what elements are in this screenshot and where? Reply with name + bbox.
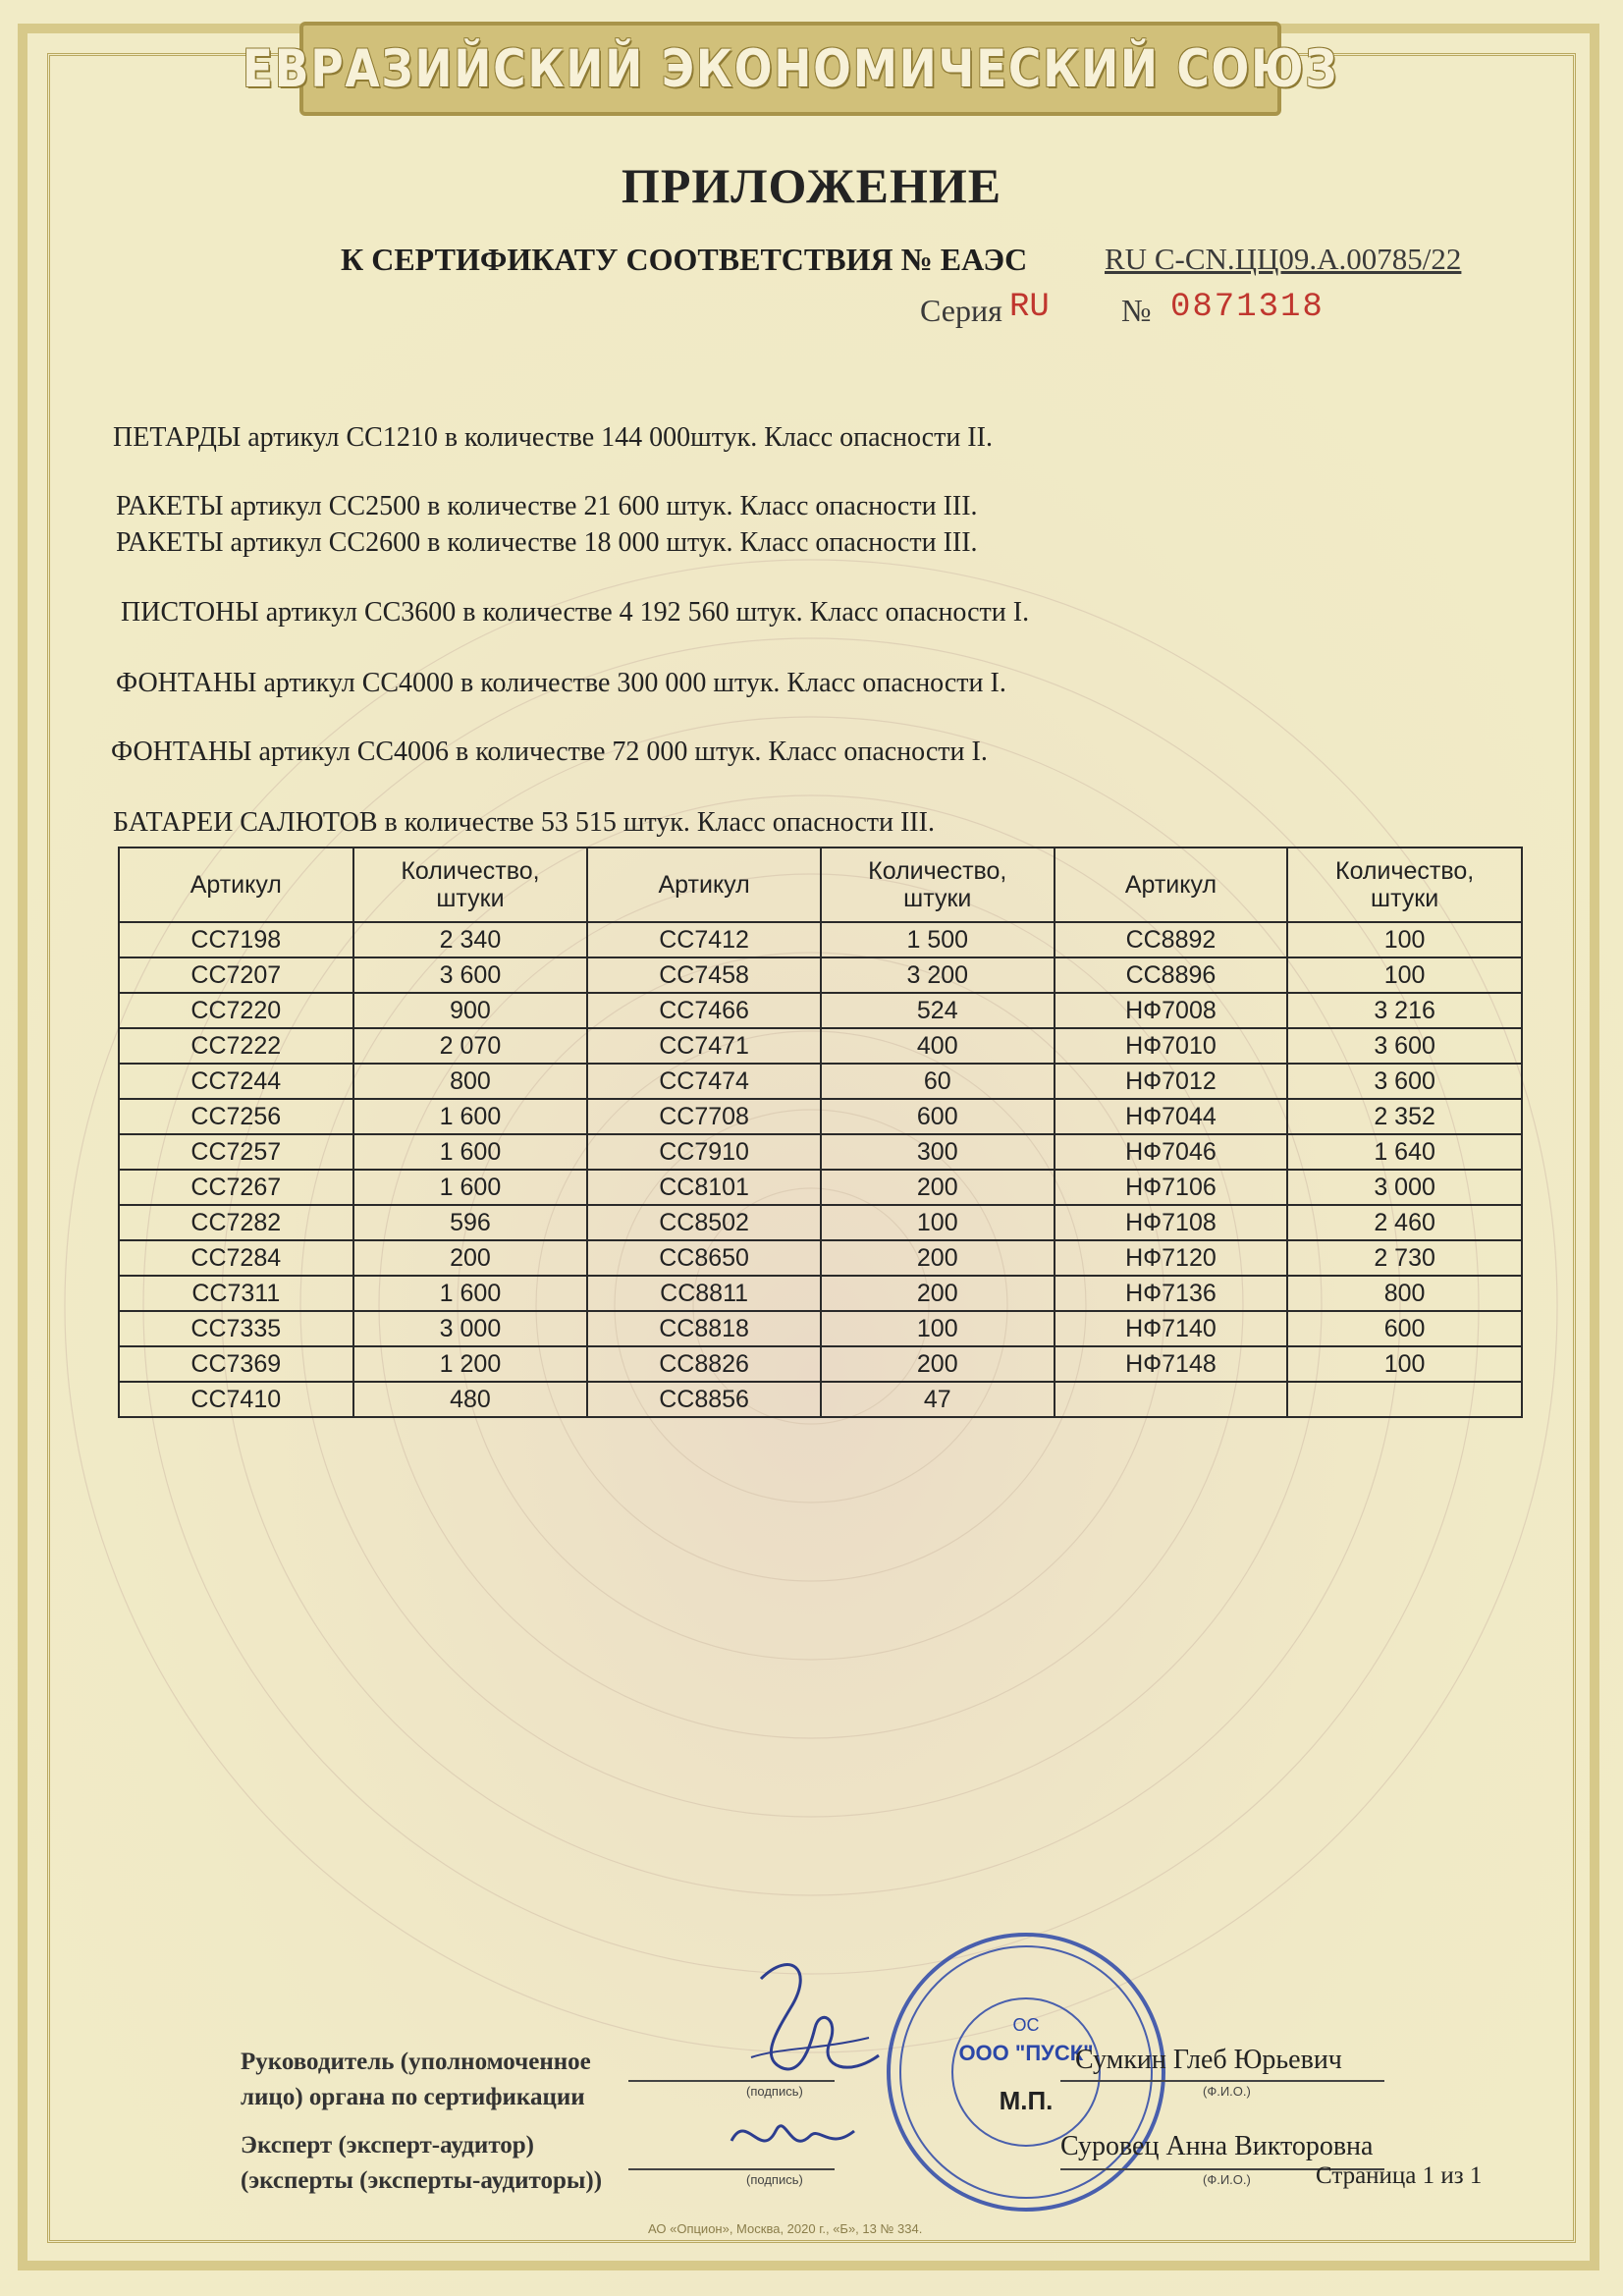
- quantity-cell: 800: [1287, 1276, 1522, 1311]
- quantity-cell: 1 600: [353, 1276, 588, 1311]
- article-cell: СС7412: [587, 922, 821, 957]
- article-cell: НФ7106: [1055, 1170, 1288, 1205]
- quantity-cell: 3 000: [1287, 1170, 1522, 1205]
- table-row: [119, 1028, 1522, 1064]
- quantity-cell: 1 600: [353, 1099, 588, 1134]
- expert-name: Суровец Анна Викторовна: [1060, 2131, 1374, 2161]
- podpis-caption-head: (подпись): [746, 2084, 803, 2099]
- article-cell: СС7369: [119, 1346, 353, 1382]
- header-article: Артикул: [119, 847, 353, 922]
- header-quantity: Количество, штуки: [821, 847, 1055, 922]
- article-cell: СС7220: [119, 993, 353, 1028]
- quantity-cell: 100: [1287, 1346, 1522, 1382]
- banner-text: ЕВРАЗИЙСКИЙ ЭКОНОМИЧЕСКИЙ СОЮЗ: [242, 38, 1339, 99]
- quantity-cell: 900: [353, 993, 588, 1028]
- article-cell: СС7335: [119, 1311, 353, 1346]
- quantity-cell: 200: [821, 1346, 1055, 1382]
- article-cell: СС7466: [587, 993, 821, 1028]
- product-line-batarei: БАТАРЕИ САЛЮТОВ в количестве 53 515 штук. Класс опасности III.: [113, 807, 935, 838]
- table-row: [119, 993, 1522, 1028]
- article-cell: СС7708: [587, 1099, 821, 1134]
- quantity-cell: 2 460: [1287, 1205, 1522, 1240]
- quantity-cell: 2 070: [353, 1028, 588, 1064]
- quantity-cell: [1287, 1382, 1522, 1417]
- quantity-cell: 200: [821, 1170, 1055, 1205]
- quantity-cell: 3 216: [1287, 993, 1522, 1028]
- head-name: Сумкин Глеб Юрьевич: [1075, 2045, 1342, 2075]
- article-cell: СС8856: [587, 1382, 821, 1417]
- quantity-cell: 300: [821, 1134, 1055, 1170]
- series-value: RU: [1009, 289, 1050, 326]
- header-quantity: Количество, штуки: [353, 847, 588, 922]
- quantity-cell: 1 600: [353, 1170, 588, 1205]
- number-label: №: [1121, 293, 1152, 328]
- quantity-cell: 1 200: [353, 1346, 588, 1382]
- quantity-cell: 1 500: [821, 922, 1055, 957]
- header-article: Артикул: [587, 847, 821, 922]
- table-row: [119, 957, 1522, 993]
- stamp-os: ОС: [1012, 2015, 1040, 2035]
- article-cell: СС7410: [119, 1382, 353, 1417]
- article-cell: НФ7120: [1055, 1240, 1288, 1276]
- article-cell: НФ7136: [1055, 1276, 1288, 1311]
- expert-label-2: (эксперты (эксперты-аудиторы)): [241, 2167, 603, 2194]
- product-line-fontany-4000: ФОНТАНЫ артикул СС4000 в количестве 300 000 штук. Класс опасности I.: [116, 668, 1006, 698]
- table-row: [119, 1170, 1522, 1205]
- article-cell: СС8892: [1055, 922, 1288, 957]
- article-cell: СС7910: [587, 1134, 821, 1170]
- mp-label: М.П.: [999, 2086, 1054, 2115]
- table-row: [119, 1311, 1522, 1346]
- quantity-cell: 596: [353, 1205, 588, 1240]
- printer-imprint: АО «Опцион», Москва, 2020 г., «Б», 13 № 334.: [648, 2221, 923, 2236]
- quantity-cell: 400: [821, 1028, 1055, 1064]
- article-cell: НФ7044: [1055, 1099, 1288, 1134]
- signature-expert: [722, 2102, 869, 2170]
- table-row: [119, 1099, 1522, 1134]
- article-cell: НФ7008: [1055, 993, 1288, 1028]
- table-row: [119, 1134, 1522, 1170]
- product-line-rakety-2500: РАКЕТЫ артикул СС2500 в количестве 21 600 штук. Класс опасности III.: [116, 491, 978, 521]
- table-row: [119, 1240, 1522, 1276]
- quantity-cell: 100: [1287, 957, 1522, 993]
- article-cell: НФ7148: [1055, 1346, 1288, 1382]
- article-cell: СС7256: [119, 1099, 353, 1134]
- article-cell: СС7207: [119, 957, 353, 993]
- quantity-cell: 480: [353, 1382, 588, 1417]
- signature-head: [722, 1940, 898, 2087]
- head-name-line: [1060, 2080, 1384, 2082]
- quantity-cell: 47: [821, 1382, 1055, 1417]
- table-row: [119, 1382, 1522, 1417]
- article-cell: СС8650: [587, 1240, 821, 1276]
- table-header-row: [119, 847, 1522, 922]
- page-title: ПРИЛОЖЕНИЕ: [621, 158, 1002, 213]
- quantity-cell: 200: [353, 1240, 588, 1276]
- table-row: [119, 1064, 1522, 1099]
- quantity-cell: 200: [821, 1240, 1055, 1276]
- article-cell: СС8818: [587, 1311, 821, 1346]
- expert-label-1: Эксперт (эксперт-аудитор): [241, 2132, 535, 2159]
- article-cell: СС7198: [119, 922, 353, 957]
- article-cell: [1055, 1382, 1288, 1417]
- head-label-1: Руководитель (уполномоченное: [241, 2049, 591, 2075]
- table-row: [119, 922, 1522, 957]
- fio-caption-expert: (Ф.И.О.): [1203, 2172, 1251, 2187]
- article-cell: СС7222: [119, 1028, 353, 1064]
- head-label-2: лицо) органа по сертификации: [241, 2084, 585, 2110]
- article-cell: СС7244: [119, 1064, 353, 1099]
- article-cell: СС8811: [587, 1276, 821, 1311]
- quantity-cell: 3 000: [353, 1311, 588, 1346]
- article-cell: СС8101: [587, 1170, 821, 1205]
- quantity-cell: 3 600: [353, 957, 588, 993]
- article-cell: СС7471: [587, 1028, 821, 1064]
- product-line-rakety-2600: РАКЕТЫ артикул СС2600 в количестве 18 000 штук. Класс опасности III.: [116, 527, 978, 558]
- article-cell: СС7257: [119, 1134, 353, 1170]
- article-cell: СС7458: [587, 957, 821, 993]
- quantity-cell: 3 600: [1287, 1028, 1522, 1064]
- series-label: Серия: [920, 293, 1002, 328]
- head-signature-line: [628, 2080, 835, 2082]
- certificate-heading: К СЕРТИФИКАТУ СООТВЕТСТВИЯ № ЕАЭС: [341, 242, 1028, 277]
- article-cell: СС7474: [587, 1064, 821, 1099]
- quantity-cell: 100: [821, 1205, 1055, 1240]
- article-cell: СС7282: [119, 1205, 353, 1240]
- article-cell: НФ7012: [1055, 1064, 1288, 1099]
- header-quantity: Количество, штуки: [1287, 847, 1522, 922]
- table-row: [119, 1205, 1522, 1240]
- quantity-cell: 2 730: [1287, 1240, 1522, 1276]
- article-cell: НФ7140: [1055, 1311, 1288, 1346]
- quantity-cell: 600: [821, 1099, 1055, 1134]
- quantity-cell: 2 340: [353, 922, 588, 957]
- table-row: [119, 1276, 1522, 1311]
- quantity-cell: 1 640: [1287, 1134, 1522, 1170]
- article-cell: СС7284: [119, 1240, 353, 1276]
- article-cell: НФ7046: [1055, 1134, 1288, 1170]
- quantity-cell: 3 600: [1287, 1064, 1522, 1099]
- product-line-petardy: ПЕТАРДЫ артикул СС1210 в количестве 144 000штук. Класс опасности II.: [113, 422, 993, 453]
- header-article: Артикул: [1055, 847, 1288, 922]
- quantity-cell: 2 352: [1287, 1099, 1522, 1134]
- quantity-cell: 100: [1287, 922, 1522, 957]
- fio-caption-head: (Ф.И.О.): [1203, 2084, 1251, 2099]
- quantity-cell: 60: [821, 1064, 1055, 1099]
- quantity-cell: 200: [821, 1276, 1055, 1311]
- quantity-cell: 524: [821, 993, 1055, 1028]
- expert-signature-line: [628, 2168, 835, 2170]
- article-cell: СС7311: [119, 1276, 353, 1311]
- page-number: Страница 1 из 1: [1316, 2162, 1483, 2189]
- article-cell: СС7267: [119, 1170, 353, 1205]
- quantity-cell: 3 200: [821, 957, 1055, 993]
- articles-table: [118, 847, 1523, 1418]
- article-cell: СС8896: [1055, 957, 1288, 993]
- podpis-caption-expert: (подпись): [746, 2172, 803, 2187]
- article-cell: НФ7010: [1055, 1028, 1288, 1064]
- header-banner: [242, 22, 1339, 116]
- product-line-pistony: ПИСТОНЫ артикул СС3600 в количестве 4 192 560 штук. Класс опасности I.: [121, 597, 1030, 628]
- quantity-cell: 1 600: [353, 1134, 588, 1170]
- article-cell: СС8502: [587, 1205, 821, 1240]
- stamp-org: ООО "ПУСК": [958, 2041, 1094, 2065]
- quantity-cell: 600: [1287, 1311, 1522, 1346]
- article-cell: СС8826: [587, 1346, 821, 1382]
- quantity-cell: 800: [353, 1064, 588, 1099]
- table-row: [119, 1346, 1522, 1382]
- product-line-fontany-4006: ФОНТАНЫ артикул СС4006 в количестве 72 000 штук. Класс опасности I.: [111, 737, 988, 767]
- article-cell: НФ7108: [1055, 1205, 1288, 1240]
- quantity-cell: 100: [821, 1311, 1055, 1346]
- certificate-number: RU C-CN.ЦЦ09.А.00785/22: [1105, 242, 1462, 276]
- serial-number: 0871318: [1170, 289, 1325, 326]
